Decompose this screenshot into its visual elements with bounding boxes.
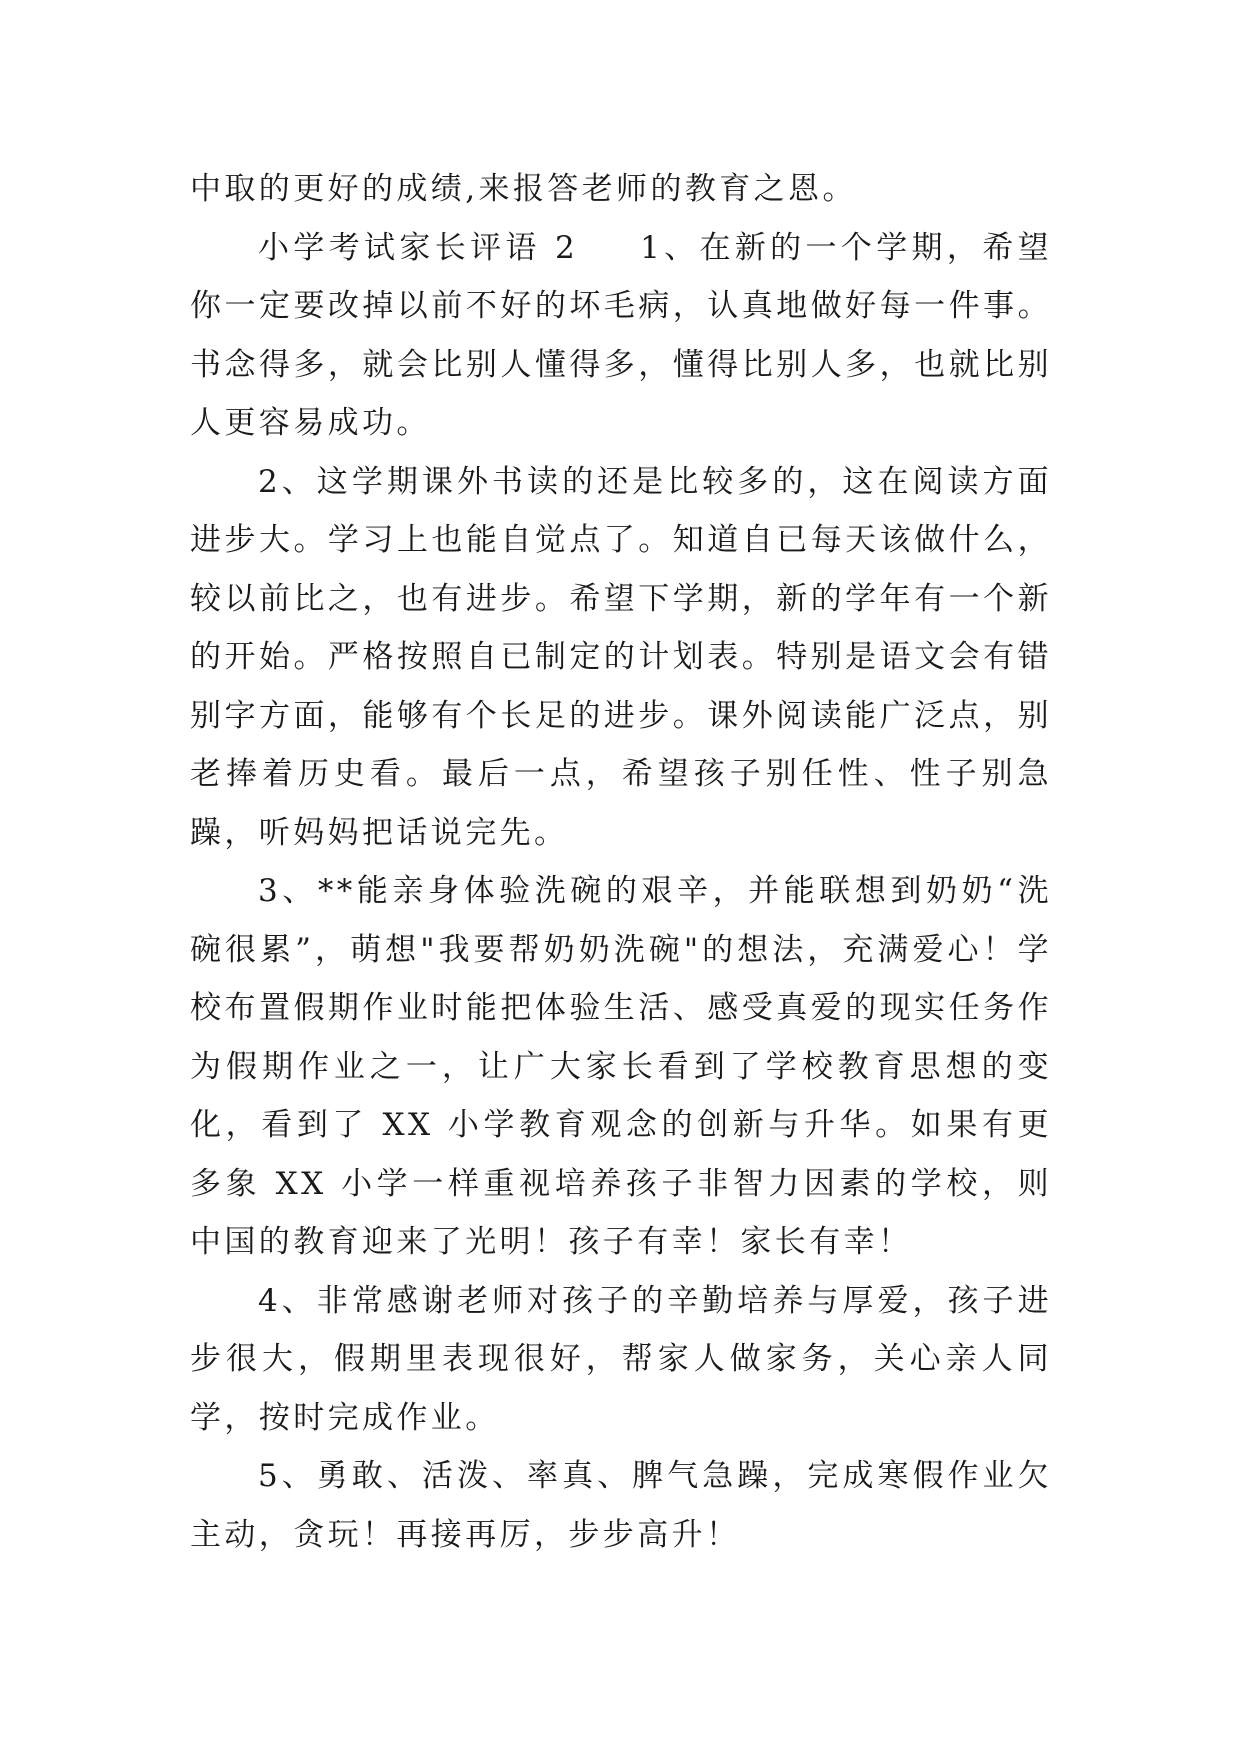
section-title: 小学考试家长评语 2 [258, 229, 579, 266]
section-paragraph-1 [190, 219, 1052, 453]
paragraph-1-text: 1、在新的一个学期，希望你一定要改掉以前不好的坏毛病，认真地做好每一件事。书念得多，就会比别人懂得多，懂得比别人多，也就比别人更容易成功。 [190, 229, 1052, 441]
paragraph-5: 5、勇敢、活泼、率真、脾气急躁，完成寒假作业欠主动，贪玩！再接再厉，步步高升！ [190, 1458, 1052, 1553]
continuation-paragraph: 中取的更好的成绩,来报答老师的教育之恩。 [190, 171, 857, 207]
paragraph-2: 2、这学期课外书读的还是比较多的，这在阅读方面进步大。学习上也能自觉点了。知道自已每天该做什么，较以前比之，也有进步。希望下学期，新的学年有一个新的开始。严格按照自已制定的计划表。特别是语文会有错别字方面，能够有个长足的进步。课外阅读能广泛点，别老捧着历史看。最后一点，希望孩子别任性、性子别急躁，听妈妈把话说完先。 [190, 463, 1052, 851]
paragraph-4: 4、非常感谢老师对孩子的辛勤培养与厚爱，孩子进步很大，假期里表现很好，帮家人做家务，关心亲人同学，按时完成作业。 [190, 1282, 1052, 1436]
paragraph-3: 3、**能亲身体验洗碗的艰辛，并能联想到奶奶“洗碗很累”，萌想"我要帮奶奶洗碗"的想法，充满爱心！学校布置假期作业时能把体验生活、感受真爱的现实任务作为假期作业之一，让广大家长看到了学校教育思想的变化，看到了 XX 小学教育观念的创新与升华。如果有更多象 XX 小学一样重视培养孩子非智力因素的学校，则中国的教育迎来了光明！孩子有幸！家长有幸！ [190, 873, 1052, 1260]
document-body [190, 160, 1052, 1564]
